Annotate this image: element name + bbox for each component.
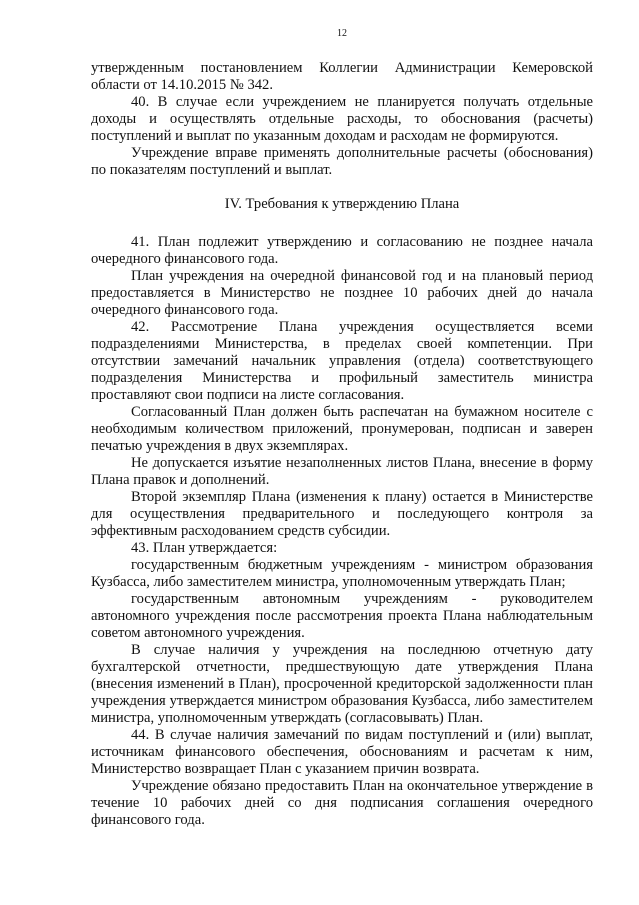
section-heading: IV. Требования к утверждению Плана [224,196,460,212]
paragraph-44: 44. В случае наличия замечаний по видам поступлений и (или) выплат, источникам финансового обеспечения, обоснованиям и расчетам к ним, Министерство возвращает План с указанием причин возврата. [91,727,593,777]
paragraph-no-removal: Не допускается изъятие незаполненных листов Плана, внесение в форму Плана правок и дополнений. [91,455,593,488]
paragraph-final-approval: Учреждение обязано предоставить План на окончательное утверждение в течение 10 рабочих дней со дня подписания соглашения очередного финансового года. [91,778,593,828]
paragraph-41: 41. План подлежит утверждению и согласованию не позднее начала очередного финансового года. [91,234,593,267]
paragraph-autonomous-institutions: государственным автономным учреждениям - руководителем автономного учреждения после рассмотрения проекта Плана наблюдательным советом автономного учреждения. [91,591,593,641]
paragraph-overdue-debt: В случае наличия у учреждения на последнюю отчетную дату бухгалтерской отчетности, предшествующую дате утверждения Плана (внесения изменений в План), просроченной кредиторской задолженности план учреждения утверждается министром образования Кузбасса, либо заместителем министра, уполномоченным утверждать (согласовывать) План. [91,642,593,726]
paragraph-42: 42. Рассмотрение Плана учреждения осуществляется всеми подразделениями Министерства, в пределах своей компетенции. При отсутствии замечаний начальник управления (отдела) соответствующего подразделения Министерства и профильный заместитель министра проставляют свои подписи на листе согласования. [91,319,593,403]
paragraph-top-2: Учреждение вправе применять дополнительные расчеты (обоснования) по показателям поступлений и выплат. [91,145,593,178]
paragraph-second-copy: Второй экземпляр Плана (изменения к плану) остается в Министерстве для осуществления предварительного и последующего контроля за эффективным расходованием средств субсидии. [91,489,593,539]
paragraph-budget-institutions: государственным бюджетным учреждениям - министром образования Кузбасса, либо заместителем министра, уполномоченным утверждать План; [91,557,593,590]
paragraph-top-1: 40. В случае если учреждением не планируется получать отдельные доходы и осуществлять отдельные расходы, то обоснования (расчеты) поступлений и выплат по указанным доходам и расходам не формируются. [91,94,593,144]
page-number: 12 [337,28,347,39]
paragraph-43: 43. План утверждается: [131,540,278,556]
paragraph-top-0: утвержденным постановлением Коллегии Администрации Кемеровской области от 14.10.2015 № 342. [91,60,593,93]
paragraph-plan-deadline: План учреждения на очередной финансовой год и на плановый период предоставляется в Министерство не позднее 10 рабочих дней до начала очередного финансового года. [91,268,593,318]
paragraph-printed-plan: Согласованный План должен быть распечатан на бумажном носителе с необходимым количеством приложений, пронумерован, подписан и заверен печатью учреждения в двух экземплярах. [91,404,593,454]
